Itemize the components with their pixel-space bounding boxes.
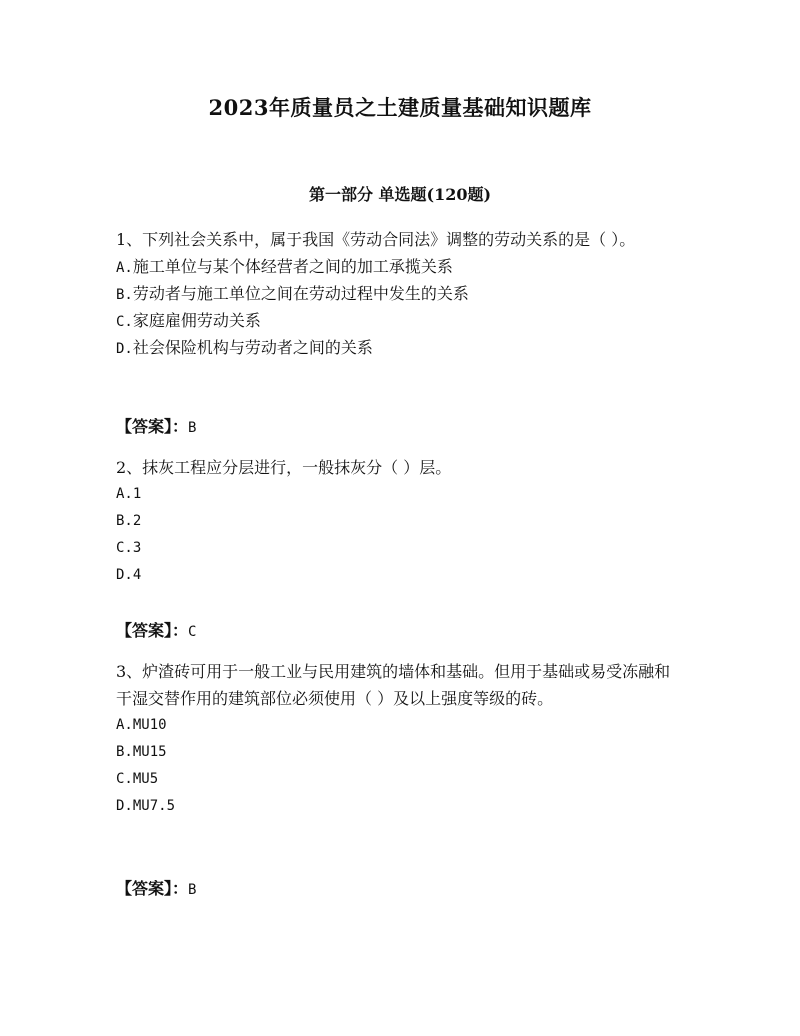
answer-3 bbox=[116, 877, 196, 902]
question-3 bbox=[116, 658, 686, 820]
option-text: MU5 bbox=[132, 771, 159, 787]
option-d bbox=[116, 334, 686, 361]
option-a bbox=[116, 253, 686, 280]
section-title: 第一部分 单选题(120题) bbox=[308, 185, 492, 204]
option-d bbox=[116, 562, 686, 589]
option-b bbox=[116, 739, 686, 766]
answer-value: C bbox=[188, 624, 197, 640]
question-2 bbox=[116, 454, 686, 589]
option-text: 施工单位与某个体经营者之间的加工承揽关系 bbox=[132, 257, 453, 276]
option-key: A. bbox=[116, 717, 133, 733]
option-key: B. bbox=[116, 287, 133, 303]
answer-label: 【答案】： bbox=[116, 417, 189, 436]
option-text: MU10 bbox=[132, 717, 167, 733]
option-key: C. bbox=[116, 771, 133, 787]
answer-value: B bbox=[188, 882, 197, 898]
option-b bbox=[116, 280, 686, 307]
option-key: B. bbox=[116, 513, 133, 529]
question-stem: 1、下列社会关系中，属于我国《劳动合同法》调整的劳动关系的是（ ）。 bbox=[116, 230, 636, 249]
option-text: 3 bbox=[132, 540, 142, 556]
option-text: MU15 bbox=[132, 744, 167, 760]
option-text: 劳动者与施工单位之间在劳动过程中发生的关系 bbox=[132, 284, 469, 303]
option-c bbox=[116, 766, 686, 793]
option-c bbox=[116, 307, 686, 334]
option-key: A. bbox=[116, 260, 133, 276]
option-d bbox=[116, 793, 686, 820]
answer-value: B bbox=[188, 420, 197, 436]
option-a bbox=[116, 712, 686, 739]
option-key: D. bbox=[116, 798, 133, 814]
option-key: C. bbox=[116, 314, 133, 330]
option-text: 2 bbox=[132, 513, 142, 529]
answer-label: 【答案】： bbox=[116, 879, 189, 898]
option-text: 1 bbox=[132, 486, 142, 502]
answer-label: 【答案】： bbox=[116, 621, 189, 640]
option-key: D. bbox=[116, 567, 133, 583]
option-text: 4 bbox=[132, 567, 142, 583]
option-a bbox=[116, 481, 686, 508]
document-title: 2023年质量员之土建质量基础知识题库 bbox=[208, 95, 592, 120]
option-key: C. bbox=[116, 540, 133, 556]
option-key: D. bbox=[116, 341, 133, 357]
question-stem: 3、炉渣砖可用于一般工业与民用建筑的墙体和基础。但用于基础或易受冻融和干湿交替作用的建筑部位必须使用（ ）及以上强度等级的砖。 bbox=[116, 662, 671, 708]
option-key: A. bbox=[116, 486, 133, 502]
answer-1 bbox=[116, 415, 196, 440]
question-1 bbox=[116, 226, 686, 361]
option-b bbox=[116, 508, 686, 535]
option-c bbox=[116, 535, 686, 562]
answer-2 bbox=[116, 619, 196, 644]
option-text: 家庭雇佣劳动关系 bbox=[132, 311, 261, 330]
question-stem: 2、抹灰工程应分层进行，一般抹灰分（ ）层。 bbox=[116, 458, 452, 477]
option-key: B. bbox=[116, 744, 133, 760]
option-text: 社会保险机构与劳动者之间的关系 bbox=[132, 338, 373, 357]
option-text: MU7.5 bbox=[132, 798, 176, 814]
